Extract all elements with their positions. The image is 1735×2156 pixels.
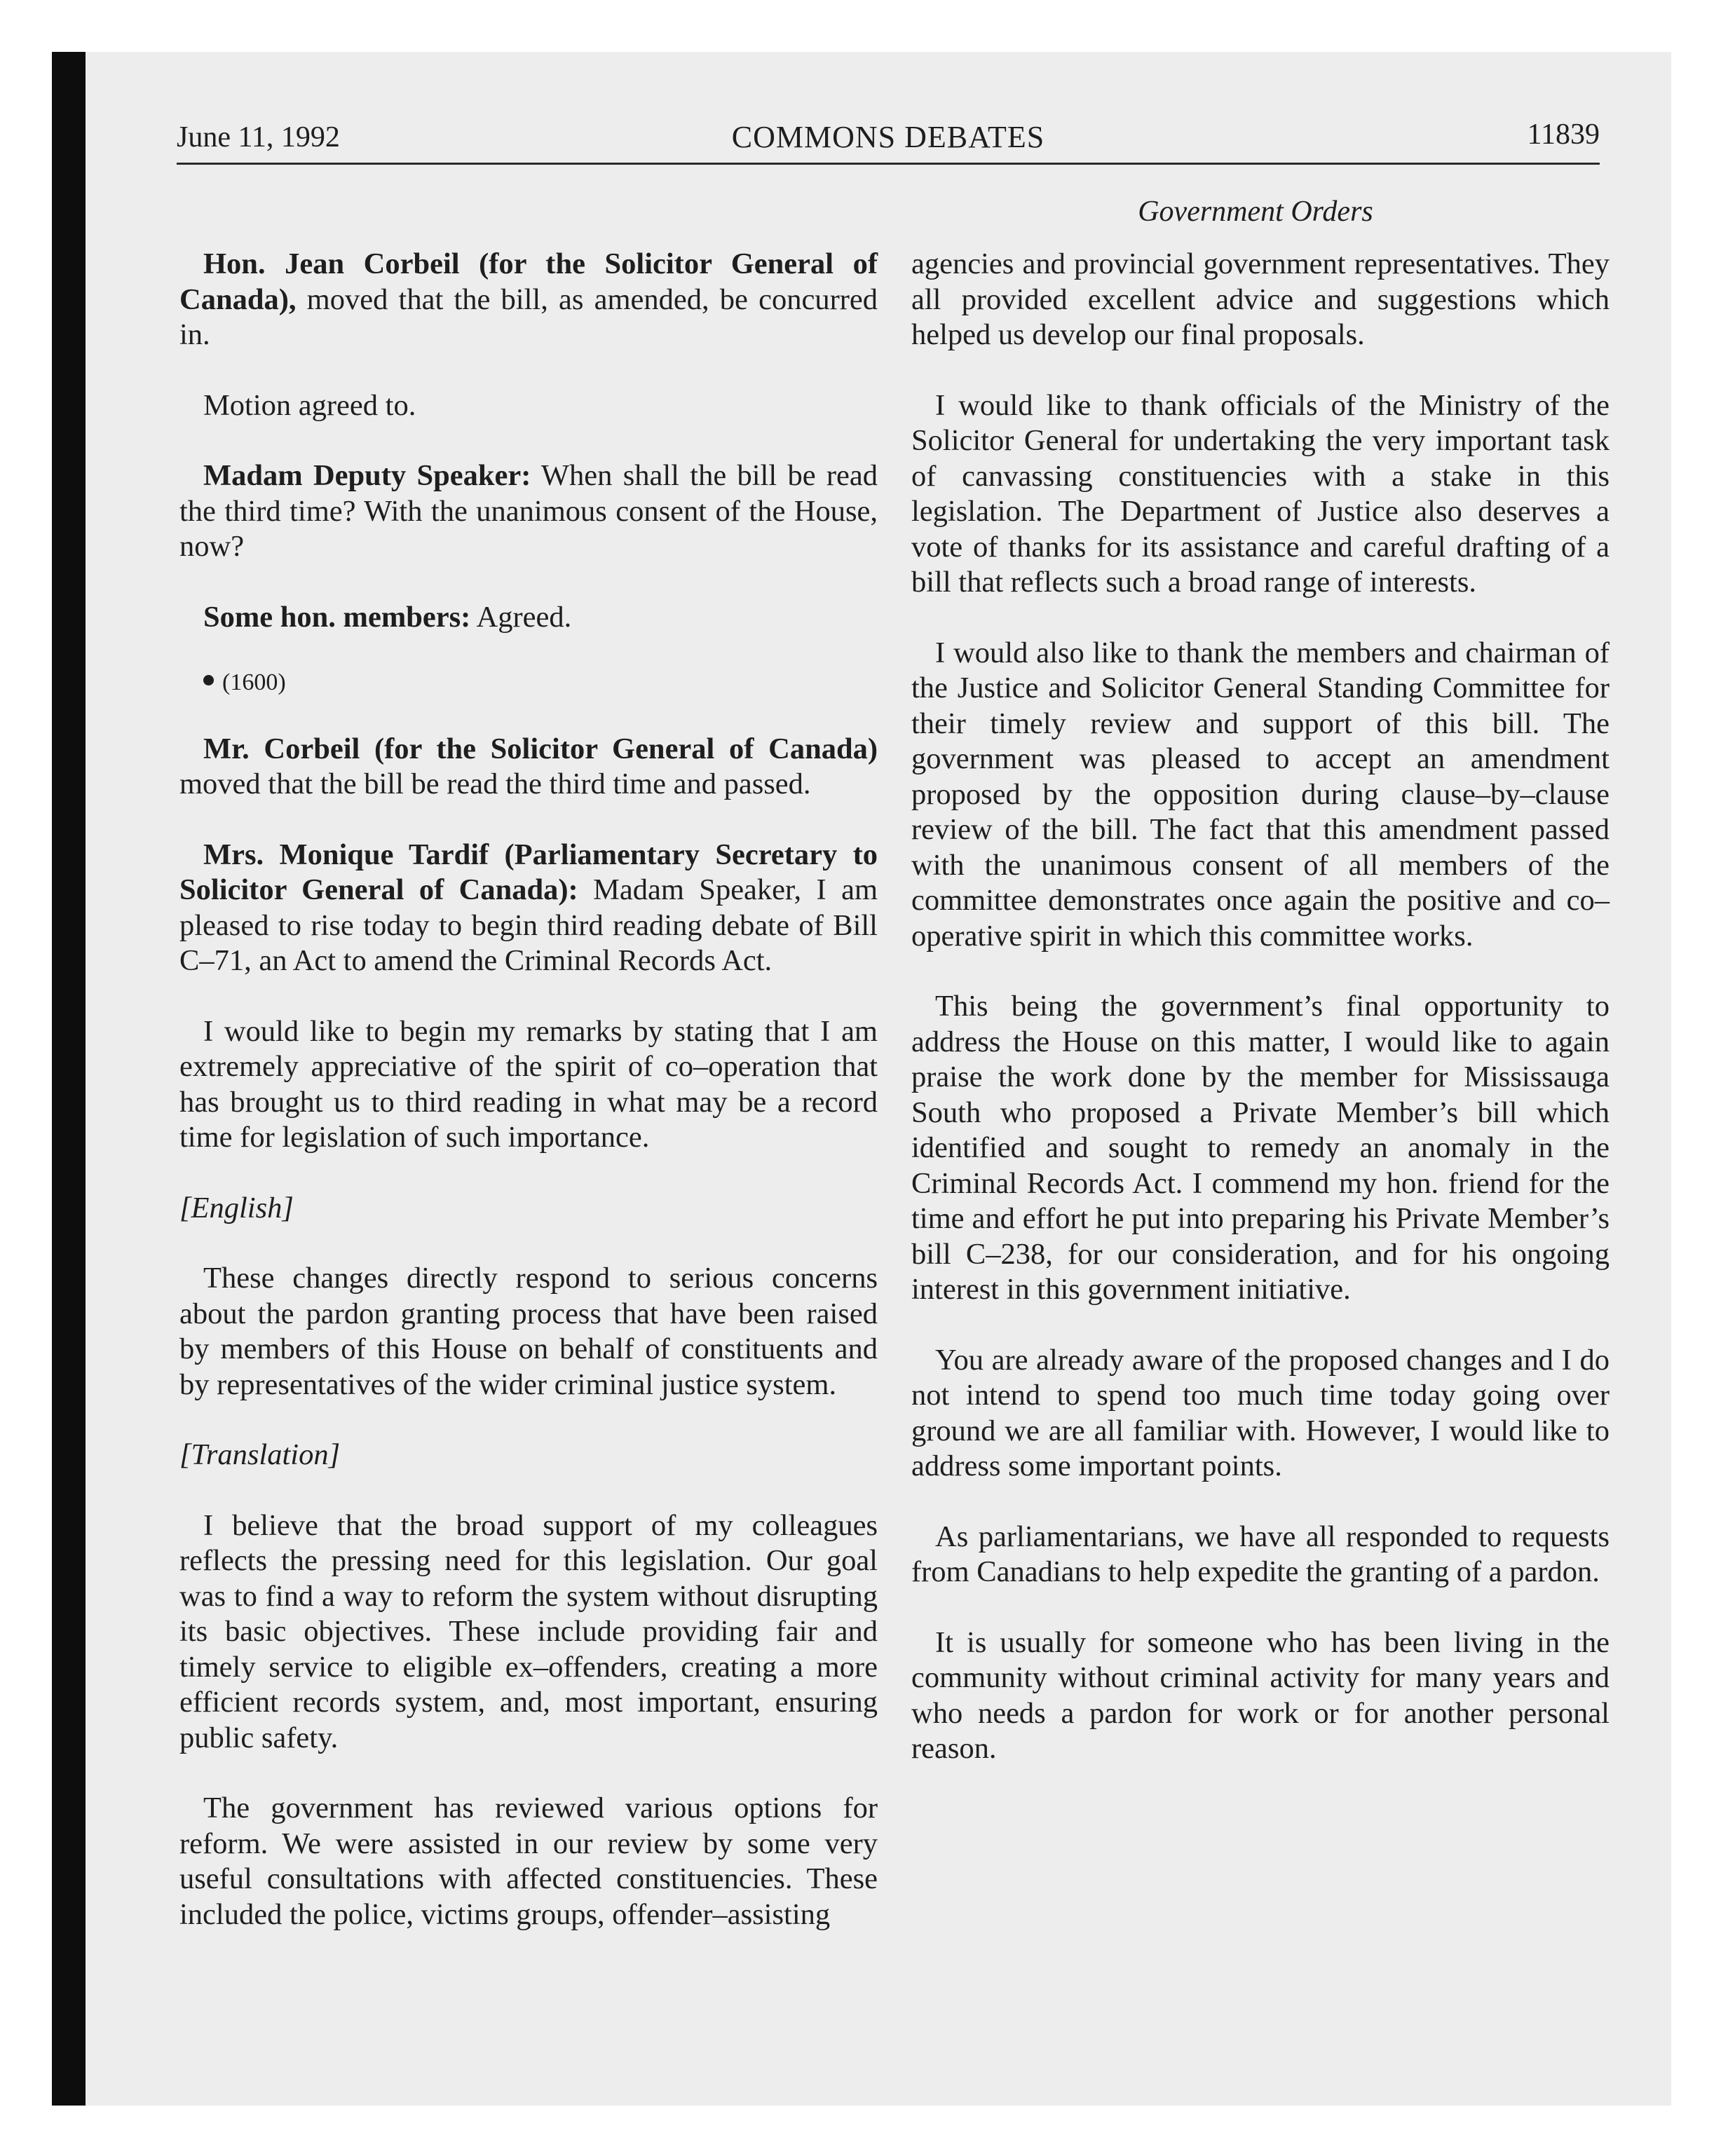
paragraph — [179, 600, 878, 636]
paragraph-text: You are already aware of the proposed changes and I do not intend to spend too much time today going over ground we are all familiar with. However, I would like to address some important points. — [911, 1343, 1610, 1482]
paragraph-text: The government has reviewed various options for reform. We were assisted in our review by some very useful consultations with affected constituencies. These included the police, victims groups, offender–assisting — [179, 1792, 878, 1931]
header-rule — [177, 163, 1600, 165]
running-header — [177, 116, 1600, 158]
binding-edge — [52, 52, 86, 2106]
left-column — [179, 247, 878, 1967]
paragraph — [179, 1508, 878, 1756]
time-marker — [179, 663, 878, 701]
speaker-name: Mr. Corbeil (for the Solicitor General of Canada) — [203, 732, 878, 765]
paragraph-text: Motion agreed to. — [203, 388, 416, 422]
paragraph — [911, 636, 1610, 955]
header-date: June 11, 1992 — [177, 121, 340, 153]
page-number: 11839 — [1527, 118, 1600, 151]
language-marker: [Translation] — [179, 1438, 341, 1471]
paragraph-text: As parliamentarians, we have all responded to requests from Canadians to help expedite the granting of a pardon. — [911, 1520, 1610, 1588]
speaker-name: Hon. Jean Corbeil (for the Solicitor General of Canada), — [179, 247, 878, 316]
paragraph — [911, 1625, 1610, 1767]
paragraph — [179, 732, 878, 803]
paragraph — [179, 1791, 878, 1932]
paragraph-text: These changes directly respond to serious concerns about the pardon granting process that have been raised by members of this House on behalf of constituents and by representatives of the wider criminal justice system. — [179, 1262, 878, 1401]
paragraph — [179, 458, 878, 565]
time-marker-text: (1600) — [222, 669, 286, 695]
speaker-name: Mrs. Monique Tardif (Parliamentary Secretary to Solicitor General of Canada): — [179, 838, 878, 906]
paragraph-text: It is usually for someone who has been living in the community without criminal activity for many years and who needs a pardon for work or for another personal reason. — [911, 1625, 1610, 1765]
paragraph-text: moved that the bill be read the third time and passed. — [179, 767, 811, 800]
paragraph — [179, 1261, 878, 1403]
speaker-name: Some hon. members: — [203, 600, 471, 634]
paragraph-text: Agreed. — [470, 600, 572, 634]
paragraph-text: I would like to thank officials of the Ministry of the Solicitor General for undertaking the very important task of canvassing constituencies with a stake in this legislation. The Department of Justice also deserves a vote of thanks for its assistance and careful drafting of a bill that reflects such a broad range of interests. — [911, 388, 1610, 599]
paragraph — [911, 1520, 1610, 1590]
paragraph — [179, 838, 878, 979]
paragraph — [179, 388, 878, 424]
language-marker: [English] — [179, 1191, 294, 1224]
paragraph — [911, 247, 1610, 353]
paragraph-text: I would also like to thank the members and chairman of the Justice and Solicitor General Standing Committee for their timely review and support of this bill. The government was pleased to accept an amendment proposed by the opposition during clause–by–clause review of the bill. The fact that this amendment passed with the unanimous consent of all members of the committee demonstrates once again the positive and co–operative spirit in which this committee works. — [911, 636, 1610, 953]
paragraph — [911, 1343, 1610, 1485]
bullet-icon — [203, 675, 214, 685]
paragraph-text: Madam Speaker, I am pleased to rise today to begin third reading debate of Bill C–71, an Act to amend the Criminal Records Act. — [179, 873, 878, 977]
paragraph-text: agencies and provincial government representatives. They all provided excellent advice and suggestions which helped us develop our final proposals. — [911, 247, 1610, 351]
paragraph-text: I would like to begin my remarks by stating that I am extremely appreciative of the spirit of co–operation that has brought us to third reading in what may be a record time for legislation of such importance. — [179, 1014, 878, 1154]
paragraph-text: I believe that the broad support of my colleagues reflects the pressing need for this legislation. Our goal was to find a way to reform the system without disrupting its basic objectives. These include providing fair and timely service to eligible ex–offenders, creating a more efficient records system, and, most important, ensuring public safety. — [179, 1508, 878, 1754]
paragraph-text: moved that the bill, as amended, be concurred in. — [179, 282, 878, 351]
section-label: Government Orders — [1138, 196, 1373, 228]
right-column — [911, 247, 1610, 1802]
paragraph — [179, 1014, 878, 1156]
paragraph — [179, 247, 878, 353]
paragraph-text: When shall the bill be read the third time? With the unanimous consent of the House, now? — [179, 459, 878, 563]
header-title: COMMONS DEBATES — [731, 120, 1045, 154]
paragraph — [911, 989, 1610, 1308]
paragraph-text: This being the government’s final opportunity to address the House on this matter, I would like to again praise the work done by the member for Mississauga South who proposed a Private Member’s bill which identified and sought to remedy an anomaly in the Criminal Records Act. I commend my hon. friend for the time and effort he put into preparing his Private Member’s bill C–238, for our consideration, and for his ongoing interest in this government initiative. — [911, 990, 1610, 1306]
paragraph — [911, 388, 1610, 601]
speaker-name: Madam Deputy Speaker: — [203, 459, 531, 492]
